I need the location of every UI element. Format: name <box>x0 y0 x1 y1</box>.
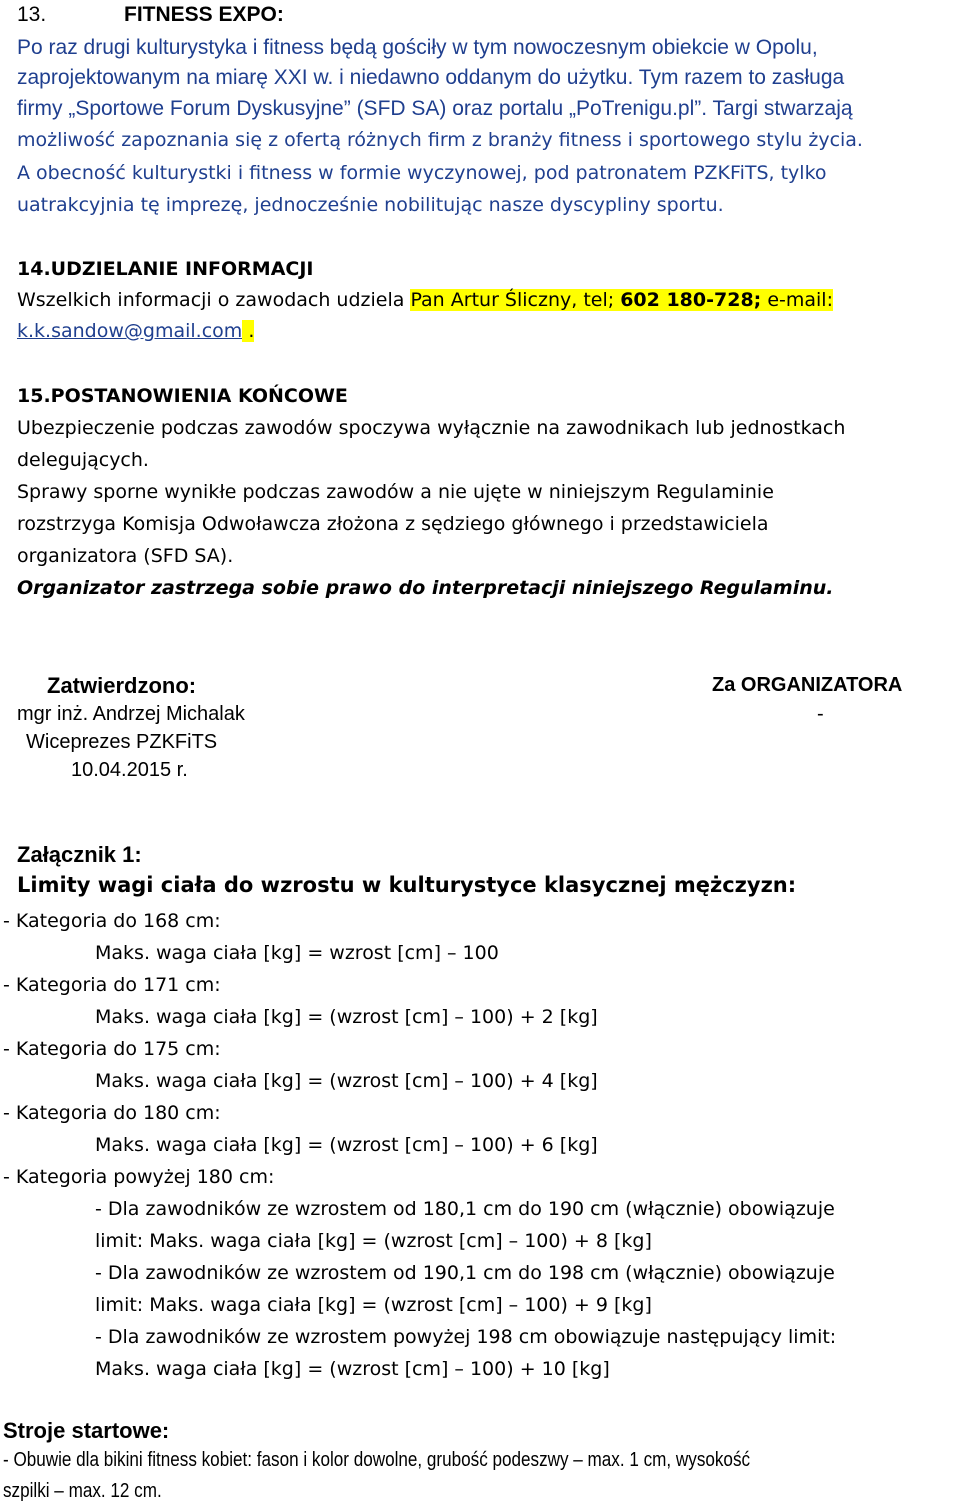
formula-168: Maks. waga ciała [kg] = wzrost [cm] – 100 <box>95 942 499 964</box>
outfits-line: - Obuwie dla bikini fitness kobiet: fason i kolor dowolne, grubość podeszwy – max. 1 cm, wysokość <box>3 1449 751 1471</box>
over-180-rule: - Dla zawodników ze wzrostem od 180,1 cm do 190 cm (włącznie) obowiązuje <box>95 1198 835 1220</box>
outfits-line: szpilki – max. 12 cm. <box>3 1480 162 1502</box>
section-15-line: delegujących. <box>17 449 149 471</box>
section-13-line: zaprojektowanym na miarę XXI w. i niedawno oddanym do użytku. Tym razem to zasługa <box>17 66 845 89</box>
section-13-line: uatrakcyjnia tę imprezę, jednocześnie nobilitując nasze dyscypliny sportu. <box>17 194 724 216</box>
over-180-rule: - Dla zawodników ze wzrostem powyżej 198 cm obowiązuje następujący limit: <box>95 1326 837 1348</box>
formula-180: Maks. waga ciała [kg] = (wzrost [cm] – 100) + 6 [kg] <box>95 1134 598 1156</box>
section-15-line: organizatora (SFD SA). <box>17 545 234 567</box>
approved-label: Zatwierdzono: <box>47 673 197 698</box>
section-13-line: Po raz drugi kulturystyka i fitness będą gościły w tym nowoczesnym obiekcie w Opolu, <box>17 36 818 59</box>
category-171: - Kategoria do 171 cm: <box>3 974 221 996</box>
section-15-closing-note: Organizator zastrzega sobie prawo do interpretacji niniejszego Regulaminu. <box>17 577 834 599</box>
email-end: . <box>242 320 255 342</box>
over-180-rule: Maks. waga ciała [kg] = (wzrost [cm] – 100) + 10 [kg] <box>95 1358 610 1380</box>
section-13-line: możliwość zapoznania się z ofertą różnych firm z branży fitness i sportowego stylu życia. <box>17 129 863 151</box>
formula-175: Maks. waga ciała [kg] = (wzrost [cm] – 100) + 4 [kg] <box>95 1070 598 1092</box>
section-14-heading: 14.UDZIELANIE INFORMACJI <box>17 258 314 280</box>
section-15-heading: 15.POSTANOWIENIA KOŃCOWE <box>17 385 348 407</box>
section-15-line: Ubezpieczenie podczas zawodów spoczywa wyłącznie na zawodnikach lub jednostkach <box>17 417 846 439</box>
section-13-line: firmy „Sportowe Forum Dyskusyjne” (SFD SA) oraz portalu „PoTrenigu.pl”. Targi stwarzają <box>17 97 853 120</box>
contact-text: Wszelkich informacji o zawodach udziela <box>17 289 411 311</box>
outfits-heading: Stroje startowe: <box>3 1418 170 1443</box>
category-180: - Kategoria do 180 cm: <box>3 1102 221 1124</box>
over-180-rule: - Dla zawodników ze wzrostem od 190,1 cm do 198 cm (włącznie) obowiązuje <box>95 1262 835 1284</box>
signature-date: 10.04.2015 r. <box>71 759 188 781</box>
email-link[interactable]: k.k.sandow@gmail.com <box>17 320 243 342</box>
over-180-rule: limit: Maks. waga ciała [kg] = (wzrost [cm] – 100) + 8 [kg] <box>95 1230 652 1252</box>
formula-171: Maks. waga ciała [kg] = (wzrost [cm] – 100) + 2 [kg] <box>95 1006 598 1028</box>
section-14-contact-line <box>17 289 833 311</box>
section-15-line: Sprawy sporne wynikłe podczas zawodów a nie ujęte w niniejszym Regulaminie <box>17 481 774 503</box>
section-13-number: 13. <box>17 3 47 26</box>
organizer-label: Za ORGANIZATORA <box>712 674 903 696</box>
section-13-line: A obecność kulturystki i fitness w formie wyczynowej, pod patronatem PZKFiTS, tylko <box>17 162 827 184</box>
contact-person: Pan Artur Śliczny, tel; 602 180-728; e-mail: <box>410 289 833 311</box>
over-180-rule: limit: Maks. waga ciała [kg] = (wzrost [cm] – 100) + 9 [kg] <box>95 1294 652 1316</box>
section-14-email-line <box>17 320 254 342</box>
annex-subtitle: Limity wagi ciała do wzrostu w kulturystyce klasycznej mężczyzn: <box>17 873 797 897</box>
annex-title: Załącznik 1: <box>17 842 142 867</box>
contact-phone: 602 180-728; <box>620 289 762 311</box>
signatory-name: mgr inż. Andrzej Michalak <box>17 703 245 725</box>
organizer-dash: - <box>817 703 824 725</box>
category-over-180: - Kategoria powyżej 180 cm: <box>3 1166 275 1188</box>
section-13-heading: FITNESS EXPO: <box>124 3 284 26</box>
category-168: - Kategoria do 168 cm: <box>3 910 221 932</box>
section-15-line: rozstrzyga Komisja Odwoławcza złożona z sędziego głównego i przedstawiciela <box>17 513 769 535</box>
category-175: - Kategoria do 175 cm: <box>3 1038 221 1060</box>
signatory-role: Wiceprezes PZKFiTS <box>26 731 218 753</box>
